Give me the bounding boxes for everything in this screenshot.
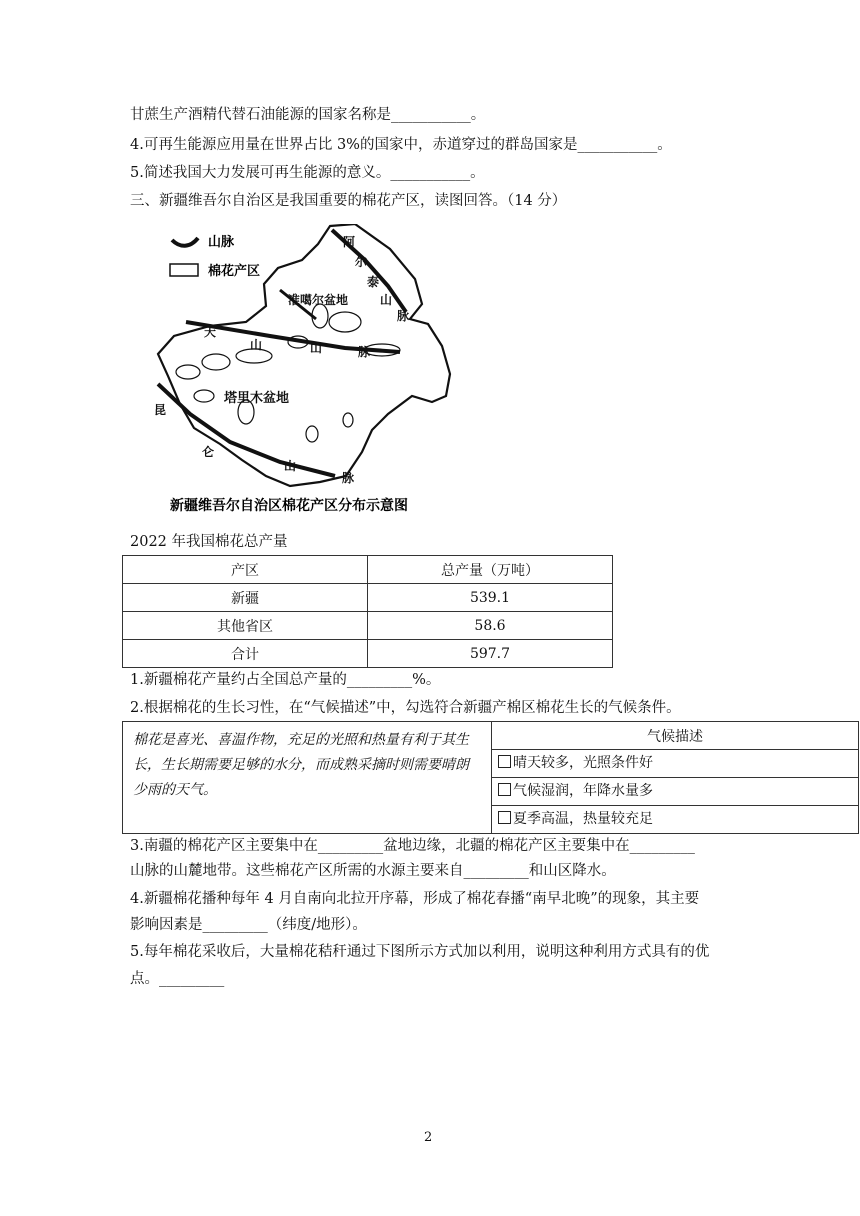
table-header-row (123, 556, 613, 584)
table-cell: 其他省区 (123, 612, 368, 640)
climate-option[interactable] (492, 750, 859, 778)
tarim-label: 塔里木盆地 (224, 391, 290, 406)
altai-label-2: 尔 (355, 255, 368, 269)
question-1: 1.新疆棉花产量约占全国总产量的_________%。 (130, 672, 441, 688)
altai-label-3: 泰 (367, 275, 380, 289)
checkbox-icon[interactable] (498, 811, 511, 824)
kunlun-label-1: 昆 (154, 403, 167, 417)
altai-label-4: 山 (380, 293, 393, 307)
question-4-line: 4.新疆棉花播种每年 4 月自南向北拉开序幕，形成了棉花春播“南早北晚”的现象，其主要 (130, 891, 700, 907)
table-cell: 58.6 (368, 612, 613, 640)
kunlun-label-3: 山 (284, 459, 297, 473)
question-5-line: 点。_________ (130, 971, 225, 987)
checkbox-icon[interactable] (498, 755, 511, 768)
altai-label-5: 脉 (397, 309, 410, 323)
option-label: 气候湿润，年降水量多 (513, 783, 653, 799)
question-line: 甘蔗生产酒精代替石油能源的国家名称是___________。 (130, 107, 486, 123)
kunlun-label-2: 仑 (202, 445, 215, 459)
climate-header: 气候描述 (492, 722, 859, 750)
question-line: 5.简述我国大力发展可再生能源的意义。___________。 (130, 165, 485, 181)
page-number: 2 (424, 1130, 433, 1145)
checkbox-icon[interactable] (498, 783, 511, 796)
option-label: 晴天较多，光照条件好 (513, 755, 653, 771)
legend-cotton-label: 棉花产区 (208, 264, 261, 279)
question-4-line: 影响因素是_________（纬度/地形）。 (130, 917, 367, 933)
table-cell: 合计 (123, 640, 368, 668)
table-header: 产区 (123, 556, 368, 584)
climate-option[interactable] (492, 806, 859, 834)
kunlun-label-4: 脉 (342, 471, 355, 485)
question-line: 4.可再生能源应用量在世界占比 3%的国家中，赤道穿过的群岛国家是___________。 (130, 137, 672, 153)
production-table (122, 555, 613, 668)
legend-mountain-symbol (172, 238, 198, 246)
tianshan-label-2: 山 (250, 338, 263, 352)
table-cell: 597.7 (368, 640, 613, 668)
climate-table (122, 721, 859, 834)
tianshan-label-4: 脉 (358, 345, 371, 359)
xinjiang-cotton-map (150, 224, 455, 519)
tianshan-label-3: 山 (310, 341, 323, 355)
table-row (123, 640, 613, 668)
table-header: 总产量（万吨） (368, 556, 613, 584)
table-cell: 新疆 (123, 584, 368, 612)
tianshan-label-1: 天 (204, 325, 217, 339)
map-caption: 新疆维吾尔自治区棉花产区分布示意图 (170, 498, 408, 514)
legend-cotton-symbol (170, 264, 198, 276)
table-row (123, 612, 613, 640)
altai-label-1: 阿 (343, 235, 356, 249)
question-3-line: 山脉的山麓地带。这些棉花产区所需的水源主要来自_________和山区降水。 (130, 863, 616, 879)
junggar-label: 准噶尔盆地 (288, 293, 349, 307)
question-2: 2.根据棉花的生长习性，在“气候描述”中，勾选符合新疆产棉区棉花生长的气候条件。 (130, 700, 681, 716)
table-cell: 539.1 (368, 584, 613, 612)
climate-option[interactable] (492, 778, 859, 806)
legend-mountain-label: 山脉 (208, 235, 235, 250)
table-row (123, 584, 613, 612)
table-caption: 2022 年我国棉花总产量 (130, 534, 288, 550)
option-label: 夏季高温，热量较充足 (513, 811, 653, 827)
question-5-line: 5.每年棉花采收后，大量棉花秸秆通过下图所示方式加以利用，说明这种利用方式具有的优 (130, 944, 710, 960)
section-title: 三、新疆维吾尔自治区是我国重要的棉花产区，读图回答。（14 分） (130, 193, 567, 209)
question-3-line: 3.南疆的棉花产区主要集中在_________盆地边缘，北疆的棉花产区主要集中在_________ (130, 838, 695, 854)
cotton-habit-text: 棉花是喜光、喜温作物，充足的光照和热量有利于其生长，生长期需要足够的水分，而成熟采摘时则需要晴朗少雨的天气。 (123, 722, 492, 834)
